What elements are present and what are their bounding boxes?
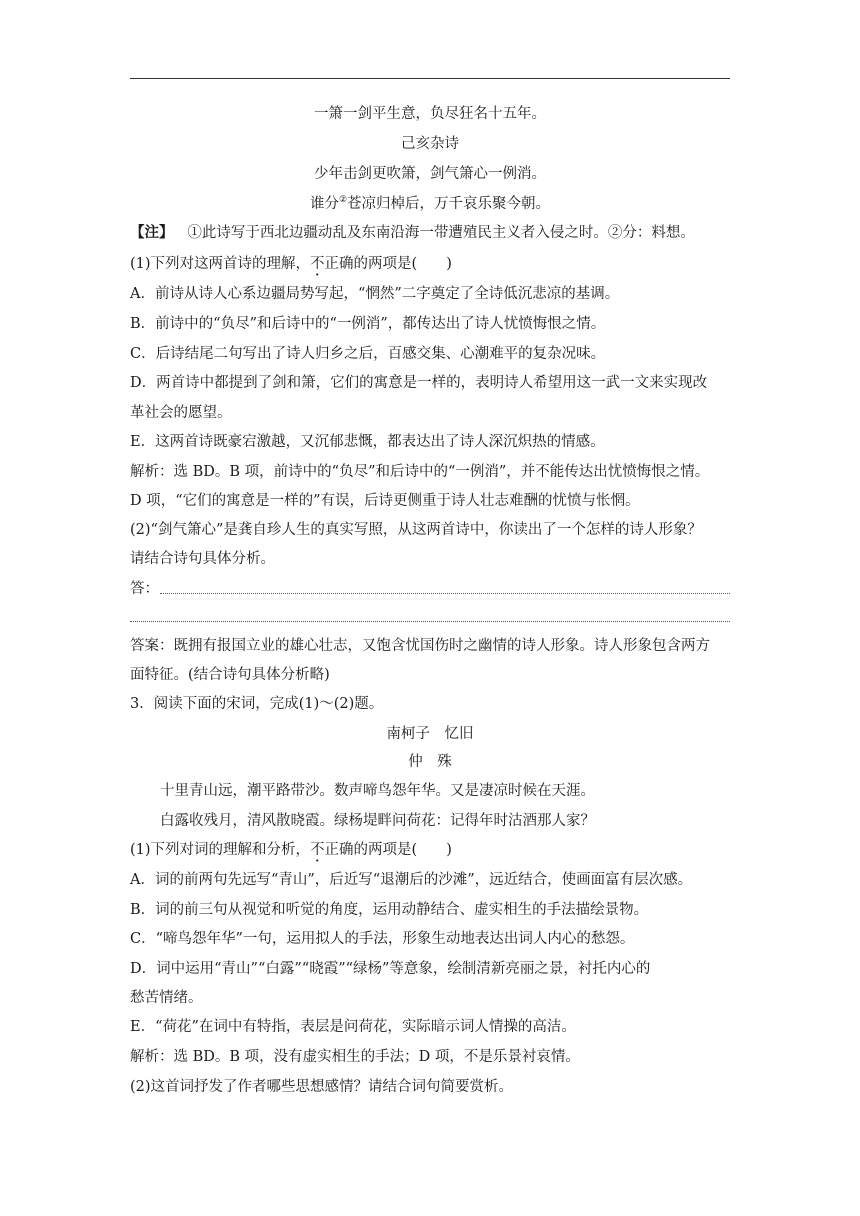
q3-poem-author: 仲 殊 <box>408 754 452 770</box>
poem2-line1: 少年击剑更吹箫，剑气箫心一例消。 <box>314 166 546 182</box>
q2-sub1 <box>130 254 730 274</box>
note <box>130 223 730 243</box>
q3-verse2: 白露收残月，清风散晓霞。绿杨堤畔问荷花：记得年时沽酒那人家？ <box>160 813 595 829</box>
q3-verse1: 十里青山远，潮平路带沙。数声啼鸟怨年华。又是凄凉时候在天涯。 <box>160 783 595 799</box>
note-label: 【注】 <box>130 224 174 241</box>
q2-sub1-post: 正确的两项是( ) <box>324 256 452 272</box>
q2-analysis-line2: D 项，“它们的寓意是一样的”有误，后诗更侧重于诗人壮志难酬的忧愤与怅惘。 <box>130 493 640 509</box>
q3-poem-title: 南柯子 忆旧 <box>386 726 474 742</box>
q3-intro: 3．阅读下面的宋词，完成(1)～(2)题。 <box>130 696 384 712</box>
q2-sub1-pre: (1)下列对这两首诗的理解， <box>130 256 311 272</box>
q3-sub1-post: 正确的两项是( ) <box>324 842 452 858</box>
q2-analysis-line1: 解析：选 BD。B 项，前诗中的“负尽”和后诗中的“一例消”，并不能传达出忧愤悔恨之情。 <box>130 464 710 480</box>
q2-option-e: E．这两首诗既豪宕激越，又沉郁悲慨，都表达出了诗人深沉炽热的情感。 <box>130 434 605 450</box>
q3-option-a: A．词的前两句先远写“青山”，后近写“退潮后的沙滩”，远近结合，使画面富有层次感。 <box>130 872 693 888</box>
emphasis-char: 不 <box>310 256 325 272</box>
q2-key-line2: 面特征。(结合诗句具体分析略) <box>130 667 330 683</box>
note-text: ①此诗写于西北边疆动乱及东南沿海一带遭殖民主义者入侵之时。②分：料想。 <box>187 225 695 241</box>
q2-option-d-line2: 革社会的愿望。 <box>130 405 232 421</box>
q3-option-b: B．词的前三句从视觉和听觉的角度，运用动静结合、虚实相生的手法描绘景物。 <box>130 902 649 918</box>
emphasis-char: 不 <box>310 842 325 858</box>
poem2-title: 己亥杂诗 <box>401 136 459 152</box>
poem1-last-line: 一箫一剑平生意，负尽狂名十五年。 <box>314 106 546 122</box>
q3-option-c: C．“啼鸟怨年华”一句，运用拟人的手法，形象生动地表达出词人内心的愁怨。 <box>130 931 635 947</box>
footnote-marker: ② <box>338 195 348 206</box>
q3-sub1-pre: (1)下列对词的理解和分析， <box>130 842 311 858</box>
answer-line-2[interactable] <box>130 621 730 622</box>
q2-option-a: A．前诗从诗人心系边疆局势写起，“惘然”二字奠定了全诗低沉悲凉的基调。 <box>130 286 620 302</box>
poem2-line2-post: 苍凉归棹后，万千哀乐聚今朝。 <box>347 196 551 212</box>
q3-option-d-line2: 愁苦情绪。 <box>130 990 203 1006</box>
q2-option-d-line1: D．两首诗中都提到了剑和箫，它们的寓意是一样的，表明诗人希望用这一武一文来实现改 <box>130 375 708 391</box>
q2-option-c: C．后诗结尾二句写出了诗人归乡之后，百感交集、心潮难平的复杂况味。 <box>130 346 606 362</box>
answer-line-1[interactable] <box>160 593 730 594</box>
poem2-line2-pre: 谁分 <box>309 196 339 212</box>
q3-sub2: (2)这首词抒发了作者哪些思想感情？请结合词句简要赏析。 <box>130 1079 514 1095</box>
answer-label: 答： <box>130 581 159 597</box>
q2-sub2-line2: 请结合诗句具体分析。 <box>130 551 275 567</box>
header-rule <box>130 78 730 79</box>
q2-option-b: B．前诗中的“负尽”和后诗中的“一例消”，都传达出了诗人忧愤悔恨之情。 <box>130 316 606 332</box>
q3-analysis: 解析：选 BD。B 项，没有虚实相生的手法；D 项，不是乐景衬哀情。 <box>130 1049 580 1065</box>
q3-option-d-line1: D．词中运用“青山”“白露”“晓霞”“绿杨”等意象，绘制清新亮丽之景，衬托内心的 <box>130 961 651 977</box>
poem2-line2 <box>130 194 730 214</box>
q3-option-e: E．“荷花”在词中有特指，表层是问荷花，实际暗示词人情操的高洁。 <box>130 1019 576 1035</box>
q2-sub2-line1: (2)“剑气箫心”是龚自珍人生的真实写照，从这两首诗中，你读出了一个怎样的诗人形象？ <box>130 522 702 538</box>
q2-key-line1: 答案：既拥有报国立业的雄心壮志，又饱含忧国伤时之幽情的诗人形象。诗人形象包含两方 <box>130 638 710 654</box>
q3-sub1 <box>130 840 730 860</box>
